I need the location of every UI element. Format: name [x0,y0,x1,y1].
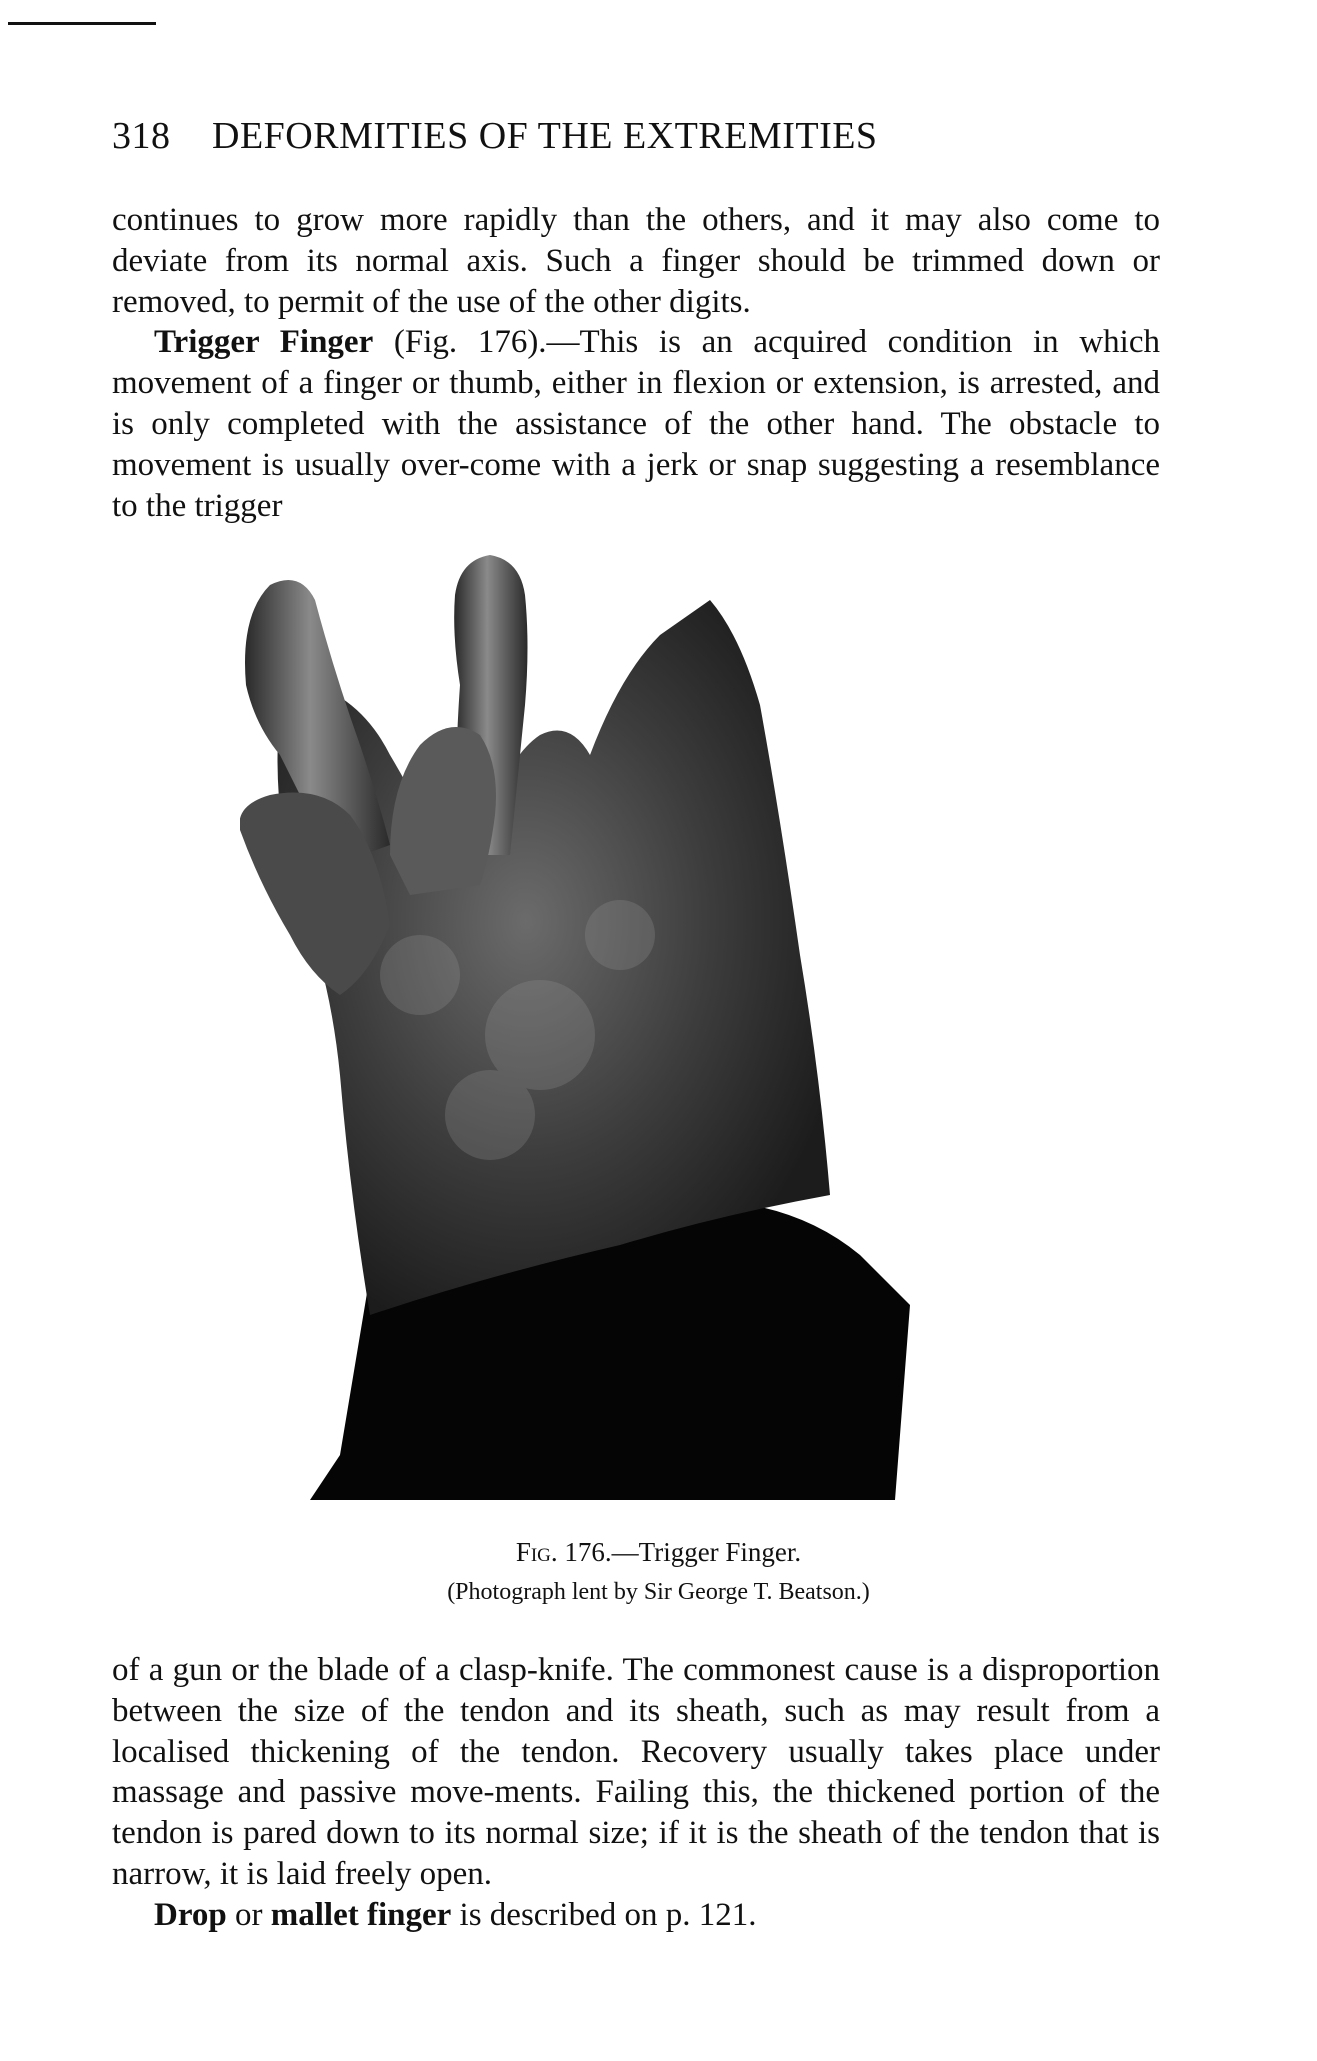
paragraph-drop-finger [112,1895,1160,1936]
paragraph-trigger-finger [112,322,1160,526]
running-title: DEFORMITIES OF THE EXTREMITIES [212,115,878,157]
flexed-fingers [390,727,496,895]
bottom-text-block [112,1650,1160,1936]
hand-photograph [240,555,1060,1500]
top-text-block [112,200,1160,526]
drop-finger-text: is described on p. 121. [451,1896,757,1933]
drop-or: or [226,1896,271,1933]
figure-caption [0,1535,1317,1569]
figure-176-photograph [240,555,1060,1500]
figure-title: 176.—Trigger Finger. [557,1537,802,1567]
trigger-finger-text: (Fig. 176).—This is an acquired condition in which movement of a finger or thumb, either in flexion or extension, is arrested, and is only completed with the assistance of the other hand. The obstacle to movement is usually over-come with a jerk or snap suggesting a resemblance to the trigger [112,324,1160,524]
mallet-finger-term: mallet finger [270,1896,452,1933]
figure-credit: (Photograph lent by Sir George T. Beatson.) [447,1579,870,1605]
drop-term: Drop [154,1896,227,1933]
page-header [112,112,1172,160]
page-number: 318 [112,115,171,157]
paragraph-causes: of a gun or the blade of a clasp-knife. The commonest cause is a disproportion between the size of the tendon and its sheath, such as may result from a localised thickening of the tendon. Recovery usually takes place under massage and passive move-ments. Failing this, the thickened portion of the tendon is pared down to its normal size; if it is the sheath of the tendon that is narrow, it is laid freely open. [112,1652,1160,1892]
paragraph-continuation: continues to grow more rapidly than the others, and it may also come to deviate from its normal axis. Such a finger should be trimmed down or removed, to permit of the use of the other digits. [112,202,1160,320]
top-rule [8,22,156,25]
figure-label: Fig. [515,1537,558,1567]
trigger-finger-heading: Trigger Finger [154,324,374,361]
